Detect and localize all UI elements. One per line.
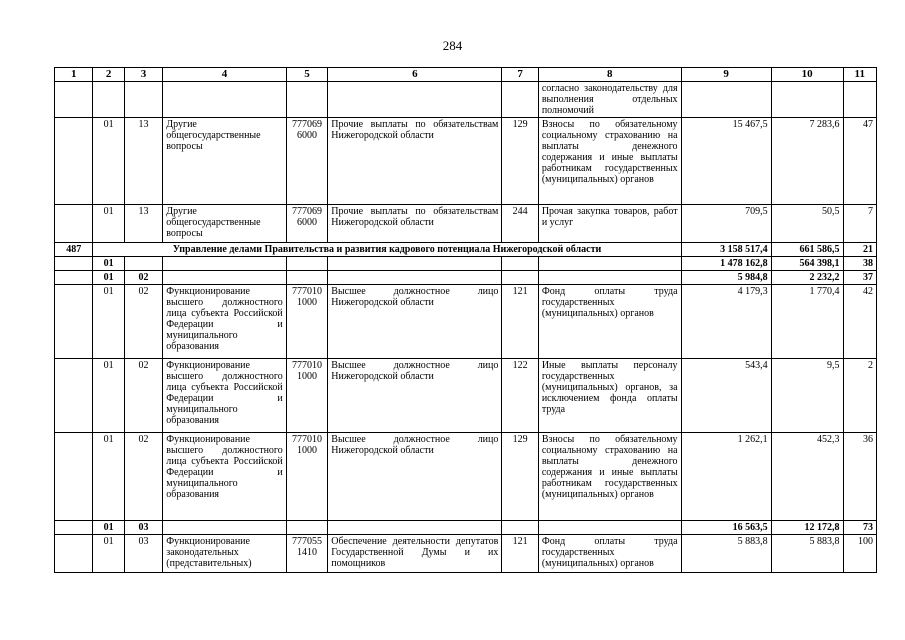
table-row xyxy=(55,535,877,573)
subsection-code: 13 xyxy=(124,205,162,243)
amount-plan: 4 179,3 xyxy=(681,285,771,359)
percent-cell: 21 xyxy=(843,243,876,257)
section-name: Другие общегосударственные вопросы xyxy=(163,118,287,205)
header-cell: 3 xyxy=(124,68,162,82)
table-row xyxy=(55,205,877,243)
header-cell: 2 xyxy=(93,68,124,82)
article-name: Обеспечение деятельности депутатов Государственной Думы и их помощников xyxy=(328,535,502,573)
table-row xyxy=(55,118,877,205)
amount-actual: 661 586,5 xyxy=(771,243,843,257)
section-code: 01 xyxy=(93,359,124,433)
header-row xyxy=(55,68,877,82)
section-name: Функционирование законодательных (представительных) xyxy=(163,535,287,573)
subsection-code: 03 xyxy=(124,521,162,535)
section-name: Функционирование высшего должностного лица субъекта Российской Федерации и муниципального образования xyxy=(163,433,287,521)
section-code: 01 xyxy=(93,535,124,573)
percent-cell: 37 xyxy=(843,271,876,285)
amount-actual: 1 770,4 xyxy=(771,285,843,359)
article-name: Высшее должностное лицо Нижегородской области xyxy=(328,433,502,521)
expense-type-code: 122 xyxy=(502,359,538,433)
amount-actual: 7 283,6 xyxy=(771,118,843,205)
amount-actual: 2 232,2 xyxy=(771,271,843,285)
header-cell: 6 xyxy=(328,68,502,82)
subsection-code: 02 xyxy=(124,271,162,285)
amount-actual: 452,3 xyxy=(771,433,843,521)
expense-type-code: 244 xyxy=(502,205,538,243)
section-code: 01 xyxy=(93,205,124,243)
subsection-code: 02 xyxy=(124,359,162,433)
amount-plan: 709,5 xyxy=(681,205,771,243)
table-row xyxy=(55,359,877,433)
expense-type-cell: Фонд оплаты труда государственных (муниципальных) органов xyxy=(538,535,681,573)
amount-plan: 16 563,5 xyxy=(681,521,771,535)
expense-type-cell: согласно законодательству для выполнения отдельных полномочий xyxy=(538,82,681,118)
subsection-row xyxy=(55,271,877,285)
budget-table xyxy=(54,67,877,573)
expense-type-code: 121 xyxy=(502,535,538,573)
org-code: 487 xyxy=(55,243,93,257)
percent-cell: 42 xyxy=(843,285,876,359)
expense-type-cell: Прочая закупка товаров, работ и услуг xyxy=(538,205,681,243)
header-cell: 7 xyxy=(502,68,538,82)
table-row xyxy=(55,82,877,118)
amount-actual: 50,5 xyxy=(771,205,843,243)
expense-type-code: 129 xyxy=(502,118,538,205)
subsection-row xyxy=(55,521,877,535)
section-code: 01 xyxy=(93,521,124,535)
percent-cell: 36 xyxy=(843,433,876,521)
amount-plan: 5 984,8 xyxy=(681,271,771,285)
section-name: Функционирование высшего должностного лица субъекта Российской Федерации и муниципального образования xyxy=(163,285,287,359)
header-cell: 11 xyxy=(843,68,876,82)
percent-cell: 100 xyxy=(843,535,876,573)
expense-type-code: 129 xyxy=(502,433,538,521)
amount-actual: 564 398,1 xyxy=(771,257,843,271)
section-row xyxy=(55,257,877,271)
header-cell: 9 xyxy=(681,68,771,82)
subsection-code: 02 xyxy=(124,433,162,521)
section-code: 01 xyxy=(93,257,124,271)
amount-plan: 15 467,5 xyxy=(681,118,771,205)
target-article: 777069 6000 xyxy=(286,118,328,205)
amount-plan: 1 478 162,8 xyxy=(681,257,771,271)
amount-plan: 3 158 517,4 xyxy=(681,243,771,257)
article-name: Прочие выплаты по обязательствам Нижегородской области xyxy=(328,118,502,205)
subsection-code: 02 xyxy=(124,285,162,359)
target-article: 777010 1000 xyxy=(286,359,328,433)
target-article: 777010 1000 xyxy=(286,285,328,359)
expense-type-cell: Взносы по обязательному социальному страхованию на выплаты денежного содержания и иные выплаты работникам государственных (муниципальных) органов xyxy=(538,118,681,205)
section-code: 01 xyxy=(93,118,124,205)
header-cell: 5 xyxy=(286,68,328,82)
amount-plan: 5 883,8 xyxy=(681,535,771,573)
percent-cell: 7 xyxy=(843,205,876,243)
expense-type-cell: Иные выплаты персоналу государственных (муниципальных) органов, за исключением фонда оплаты труда xyxy=(538,359,681,433)
article-name: Прочие выплаты по обязательствам Нижегородской области xyxy=(328,205,502,243)
expense-type-cell: Взносы по обязательному социальному страхованию на выплаты денежного содержания и иные выплаты работникам государственных (муниципальных) органов xyxy=(538,433,681,521)
section-code: 01 xyxy=(93,285,124,359)
percent-cell: 73 xyxy=(843,521,876,535)
table-row xyxy=(55,285,877,359)
article-name: Высшее должностное лицо Нижегородской области xyxy=(328,359,502,433)
section-name: Функционирование высшего должностного лица субъекта Российской Федерации и муниципального образования xyxy=(163,359,287,433)
header-cell: 1 xyxy=(55,68,93,82)
target-article: 777069 6000 xyxy=(286,205,328,243)
amount-actual: 12 172,8 xyxy=(771,521,843,535)
section-code: 01 xyxy=(93,271,124,285)
article-name: Высшее должностное лицо Нижегородской области xyxy=(328,285,502,359)
amount-actual: 5 883,8 xyxy=(771,535,843,573)
table-row xyxy=(55,433,877,521)
expense-type-code: 121 xyxy=(502,285,538,359)
target-article: 777055 1410 xyxy=(286,535,328,573)
subsection-code: 13 xyxy=(124,118,162,205)
org-row xyxy=(55,243,877,257)
section-code: 01 xyxy=(93,433,124,521)
header-cell: 4 xyxy=(163,68,287,82)
section-name: Другие общегосударственные вопросы xyxy=(163,205,287,243)
subsection-code: 03 xyxy=(124,535,162,573)
header-cell: 8 xyxy=(538,68,681,82)
target-article: 777010 1000 xyxy=(286,433,328,521)
amount-plan: 1 262,1 xyxy=(681,433,771,521)
org-title: Управление делами Правительства и развития кадрового потенциала Нижегородской области xyxy=(93,243,681,257)
percent-cell: 2 xyxy=(843,359,876,433)
page-number: 284 xyxy=(442,38,463,53)
percent-cell: 47 xyxy=(843,118,876,205)
header-cell: 10 xyxy=(771,68,843,82)
amount-plan: 543,4 xyxy=(681,359,771,433)
percent-cell: 38 xyxy=(843,257,876,271)
amount-actual: 9,5 xyxy=(771,359,843,433)
expense-type-cell: Фонд оплаты труда государственных (муниципальных) органов xyxy=(538,285,681,359)
